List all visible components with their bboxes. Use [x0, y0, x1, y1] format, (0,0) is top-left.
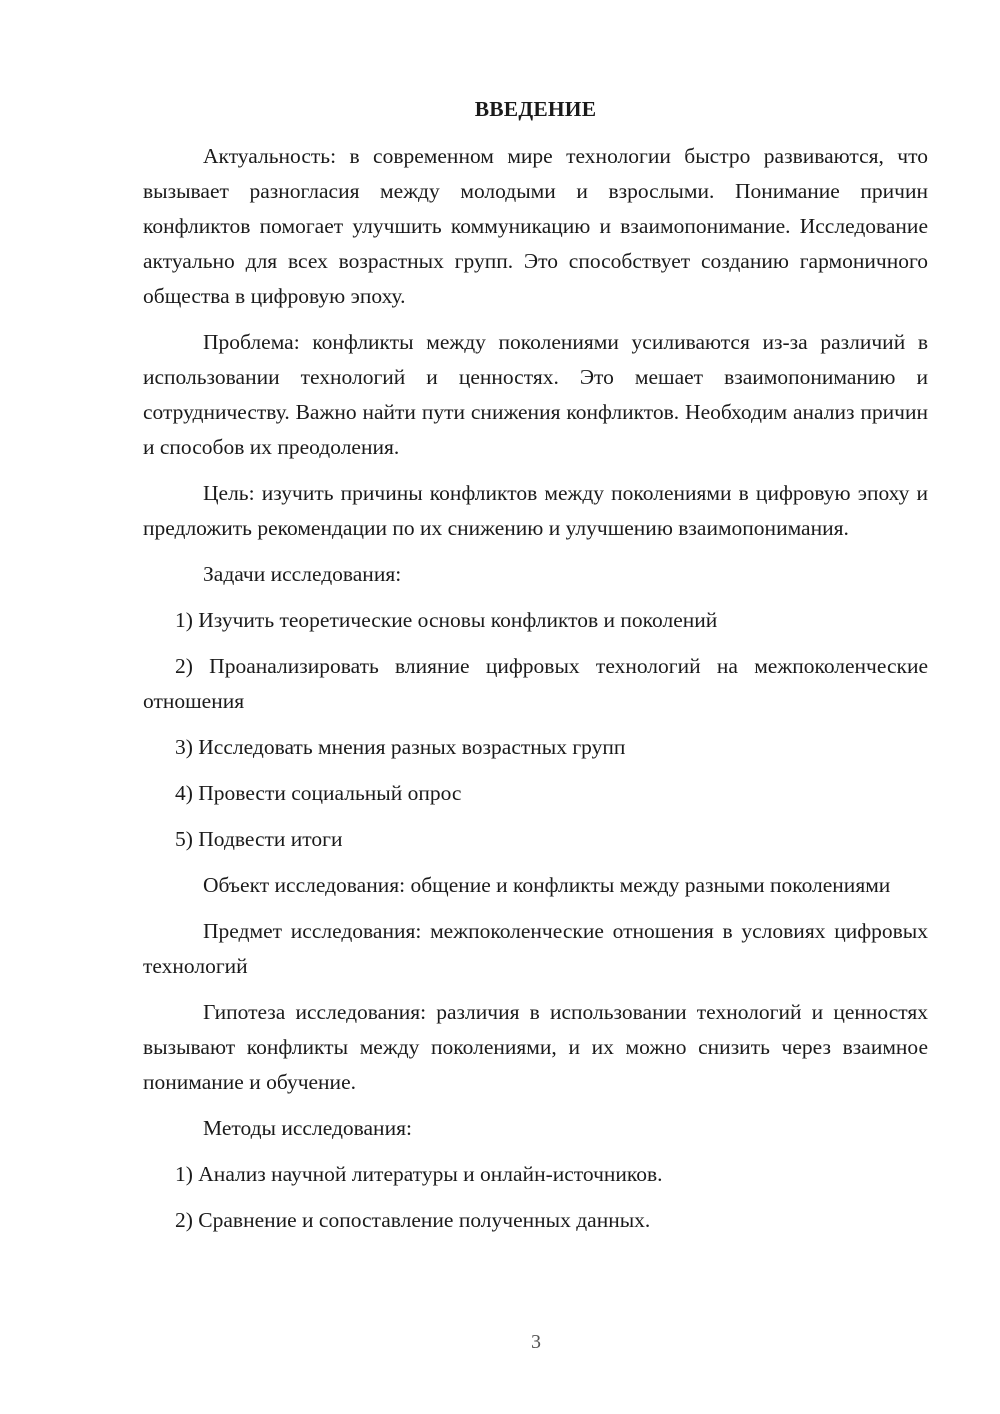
section-title: ВВЕДЕНИЕ — [474, 97, 597, 121]
method-item-1: 1) Анализ научной литературы и онлайн-источников. — [175, 1162, 663, 1186]
paragraph-hypothesis: Гипотеза исследования: различия в использовании технологий и ценностях вызывают конфликты между поколениями, и их можно снизить через взаимное понимание и обучение. — [143, 1000, 928, 1094]
paragraph-relevance: Актуальность: в современном мире технологии быстро развиваются, что вызывает разногласия между молодыми и взрослыми. Понимание причин конфликтов помогает улучшить коммуникацию и взаимопонимание. Исследование актуально для всех возрастных групп. Это способствует созданию гармоничного общества в цифровую эпоху. — [143, 144, 928, 308]
method-item-2: 2) Сравнение и сопоставление полученных данных. — [175, 1208, 651, 1232]
task-item-5: 5) Подвести итоги — [175, 827, 343, 851]
paragraph-goal: Цель: изучить причины конфликтов между поколениями в цифровую эпоху и предложить рекомендации по их снижению и улучшению взаимопонимания. — [143, 481, 928, 540]
task-item-1: 1) Изучить теоретические основы конфликтов и поколений — [175, 608, 718, 632]
page-number: 3 — [531, 1331, 541, 1353]
tasks-heading: Задачи исследования: — [203, 562, 402, 586]
paragraph-object: Объект исследования: общение и конфликты между разными поколениями — [203, 873, 891, 897]
task-item-2: 2) Проанализировать влияние цифровых технологий на межпоколенческие отношения — [143, 654, 928, 713]
task-item-3: 3) Исследовать мнения разных возрастных групп — [175, 735, 626, 759]
methods-heading: Методы исследования: — [203, 1116, 412, 1140]
paragraph-problem: Проблема: конфликты между поколениями усиливаются из-за различий в использовании технологий и ценностях. Это мешает взаимопониманию и сотрудничеству. Важно найти пути снижения конфликтов. Необходим анализ причин и способов их преодоления. — [143, 330, 928, 459]
document-page — [143, 92, 928, 1249]
task-item-4: 4) Провести социальный опрос — [175, 781, 462, 805]
paragraph-subject: Предмет исследования: межпоколенческие отношения в условиях цифровых технологий — [143, 919, 928, 978]
